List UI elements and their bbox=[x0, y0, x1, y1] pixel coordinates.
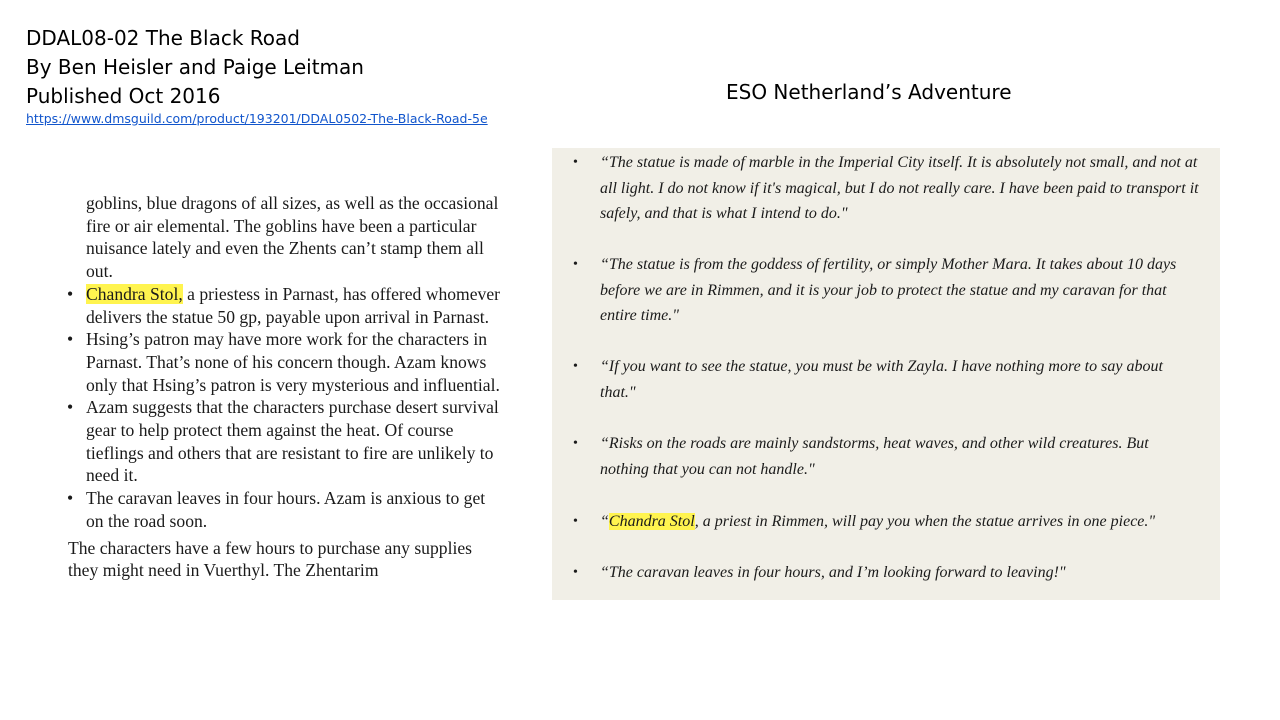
product-link[interactable]: https://www.dmsguild.com/product/193201/DDAL0502-The-Black-Road-5e bbox=[26, 111, 488, 126]
list-item bbox=[66, 487, 506, 532]
excerpt-bullet-list bbox=[66, 283, 506, 533]
excerpt-continuation: goblins, blue dragons of all sizes, as well as the occasional fire or air elemental. The goblins have been a particular nuisance lately and even the Zhents can’t stamp them all out. bbox=[86, 193, 499, 282]
bullet-glyph: • bbox=[67, 397, 74, 418]
list-item-text: “The statue is made of marble in the Imperial City itself. It is absolutely not small, and not at all light. I do not know if it's magical, but I do not really care. I have been paid to transport it safely, and that is what I intend to do." bbox=[600, 154, 1199, 222]
module-authors: By Ben Heisler and Paige Leitman bbox=[26, 55, 364, 79]
list-item bbox=[66, 396, 506, 487]
list-item bbox=[573, 560, 1200, 586]
module-title: DDAL08-02 The Black Road bbox=[26, 26, 300, 50]
highlighted-name: Chandra Stol, bbox=[86, 283, 183, 304]
bullet-glyph: • bbox=[573, 257, 578, 272]
bullet-glyph: • bbox=[573, 514, 578, 529]
list-item-text: Hsing’s patron may have more work for the characters in Parnast. That’s none of his concern though. Azam knows only that Hsing’s patron is very mysterious and influential. bbox=[86, 329, 500, 395]
bullet-glyph: • bbox=[67, 283, 74, 304]
comparison-title: ESO Netherland’s Adventure bbox=[726, 80, 1012, 104]
list-item bbox=[66, 328, 506, 396]
list-item bbox=[573, 354, 1200, 405]
bullet-glyph: • bbox=[573, 565, 578, 580]
list-item-text: Azam suggests that the characters purchase desert survival gear to help protect them against the heat. Of course tieflings and others that are resistant to fire are unlikely to need it. bbox=[86, 397, 499, 486]
bullet-glyph: • bbox=[573, 359, 578, 374]
list-item-text: a priestess in Parnast, has offered whomever delivers the statue 50 gp, payable upon arrival in Parnast. bbox=[86, 283, 501, 327]
bullet-glyph: • bbox=[573, 155, 578, 170]
list-item-text-pre: “ bbox=[600, 513, 609, 530]
list-item bbox=[573, 509, 1200, 535]
list-item bbox=[573, 150, 1200, 227]
list-item-text-post: , a priest in Rimmen, will pay you when the statue arrives in one piece." bbox=[694, 513, 1156, 530]
bullet-glyph: • bbox=[67, 488, 74, 509]
publish-date: Published Oct 2016 bbox=[26, 84, 221, 108]
list-item-text: “Risks on the roads are mainly sandstorms, heat waves, and other wild creatures. But nothing that you can not handle." bbox=[600, 435, 1149, 478]
list-item-text: “The caravan leaves in four hours, and I’m looking forward to leaving!" bbox=[600, 564, 1066, 581]
list-item-text: “The statue is from the goddess of fertility, or simply Mother Mara. It takes about 10 days before we are in Rimmen, and it is your job to protect the statue and my caravan for that entire time." bbox=[600, 256, 1177, 324]
bullet-glyph: • bbox=[573, 436, 578, 451]
list-item-text: “If you want to see the statue, you must be with Zayla. I have nothing more to say about that." bbox=[600, 358, 1163, 401]
excerpt-closing-paragraph: The characters have a few hours to purchase any supplies they might need in Vuerthyl. The Zhentarim bbox=[68, 537, 473, 581]
list-item-text: The caravan leaves in four hours. Azam is anxious to get on the road soon. bbox=[86, 488, 486, 531]
original-module-excerpt bbox=[66, 192, 506, 616]
bullet-glyph: • bbox=[67, 329, 74, 350]
document-header bbox=[26, 24, 488, 127]
highlighted-name: Chandra Stol bbox=[608, 513, 695, 530]
adapted-dialogue-panel bbox=[552, 148, 1220, 600]
list-item bbox=[573, 252, 1200, 329]
list-item bbox=[66, 283, 506, 328]
list-item bbox=[573, 431, 1200, 482]
